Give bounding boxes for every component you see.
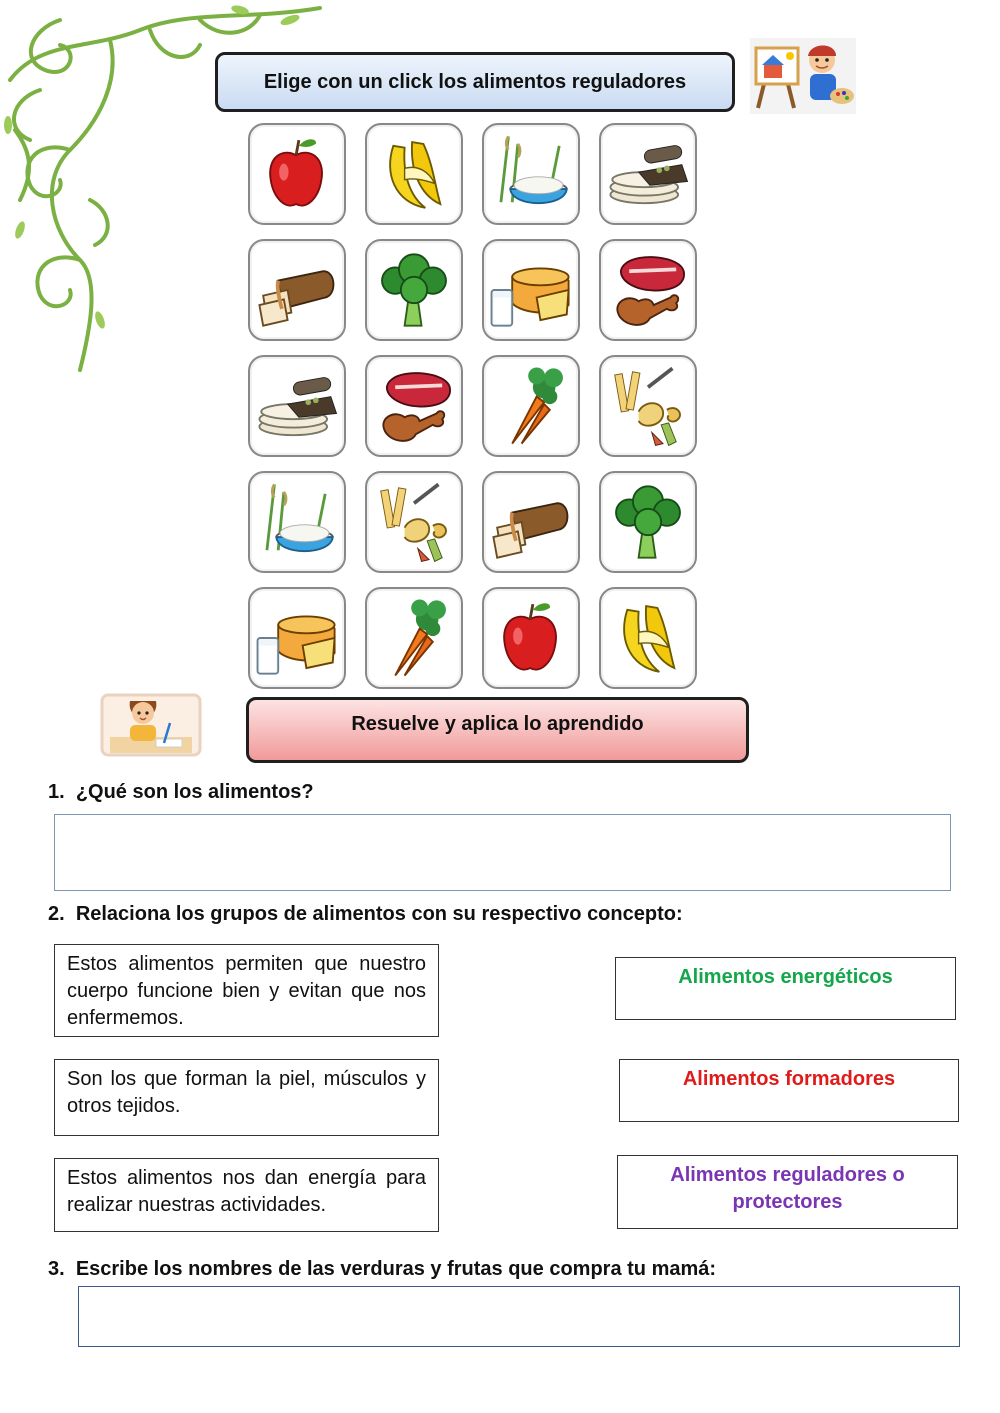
child-writing-illustration	[100, 693, 202, 757]
food-tile[interactable]	[365, 355, 463, 457]
food-tile[interactable]	[599, 239, 697, 341]
question-3	[48, 1258, 716, 1281]
painter-child-illustration	[750, 38, 856, 114]
food-tile[interactable]	[599, 471, 697, 573]
food-tile[interactable]	[365, 587, 463, 689]
question-text: Relaciona los grupos de alimentos con su respectivo concepto:	[75, 903, 683, 925]
question-2	[48, 903, 683, 926]
concept-reguladores[interactable]: Alimentos reguladores o protectores	[617, 1155, 958, 1229]
cheese-milk-icon	[250, 589, 344, 687]
food-tile[interactable]	[599, 123, 697, 225]
pasta-icon	[367, 473, 461, 571]
food-tile[interactable]	[248, 471, 346, 573]
food-tile[interactable]	[482, 239, 580, 341]
food-grid	[248, 123, 700, 693]
instruction-title: Elige con un click los alimentos reguladores	[215, 52, 735, 112]
food-tile[interactable]	[248, 239, 346, 341]
question-text: ¿Qué son los alimentos?	[75, 781, 314, 803]
food-tile[interactable]	[599, 587, 697, 689]
bread-icon	[484, 473, 578, 571]
description-box-reguladores[interactable]: Estos alimentos permiten que nuestro cuerpo funcione bien y evitan que nos enfermemos.	[54, 944, 439, 1037]
food-tile[interactable]	[482, 355, 580, 457]
carrot-icon	[367, 589, 461, 687]
answer-field-1[interactable]	[54, 814, 951, 891]
rice-icon	[484, 125, 578, 223]
question-number: 2.	[48, 903, 65, 925]
question-text: Escribe los nombres de las verduras y frutas que compra tu mamá:	[75, 1258, 717, 1280]
description-box-energeticos[interactable]: Estos alimentos nos dan energía para realizar nuestras actividades.	[54, 1158, 439, 1232]
apple-icon	[250, 125, 344, 223]
food-tile[interactable]	[248, 123, 346, 225]
pasta-icon	[601, 357, 695, 455]
cheese-milk-icon	[484, 241, 578, 339]
food-tile[interactable]	[365, 239, 463, 341]
question-1	[48, 781, 314, 804]
question-number: 3.	[48, 1258, 65, 1280]
food-tile[interactable]	[248, 355, 346, 457]
answer-field-3[interactable]	[78, 1286, 960, 1347]
rice-icon	[250, 473, 344, 571]
food-tile[interactable]	[365, 471, 463, 573]
question-number: 1.	[48, 781, 65, 803]
concept-formadores[interactable]: Alimentos formadores	[619, 1059, 959, 1122]
food-tile[interactable]	[482, 587, 580, 689]
tortilla-icon	[601, 125, 695, 223]
meat-chicken-icon	[601, 241, 695, 339]
food-tile[interactable]	[599, 355, 697, 457]
banana-icon	[367, 125, 461, 223]
food-tile[interactable]	[248, 587, 346, 689]
food-tile[interactable]	[482, 123, 580, 225]
banana-icon	[601, 589, 695, 687]
tortilla-icon	[250, 357, 344, 455]
concept-energeticos[interactable]: Alimentos energéticos	[615, 957, 956, 1020]
broccoli-icon	[367, 241, 461, 339]
broccoli-icon	[601, 473, 695, 571]
bread-icon	[250, 241, 344, 339]
food-tile[interactable]	[365, 123, 463, 225]
carrot-icon	[484, 357, 578, 455]
section-title: Resuelve y aplica lo aprendido	[246, 697, 749, 763]
food-tile[interactable]	[482, 471, 580, 573]
apple-icon	[484, 589, 578, 687]
meat-chicken-icon	[367, 357, 461, 455]
description-box-formadores[interactable]: Son los que forman la piel, músculos y otros tejidos.	[54, 1059, 439, 1136]
